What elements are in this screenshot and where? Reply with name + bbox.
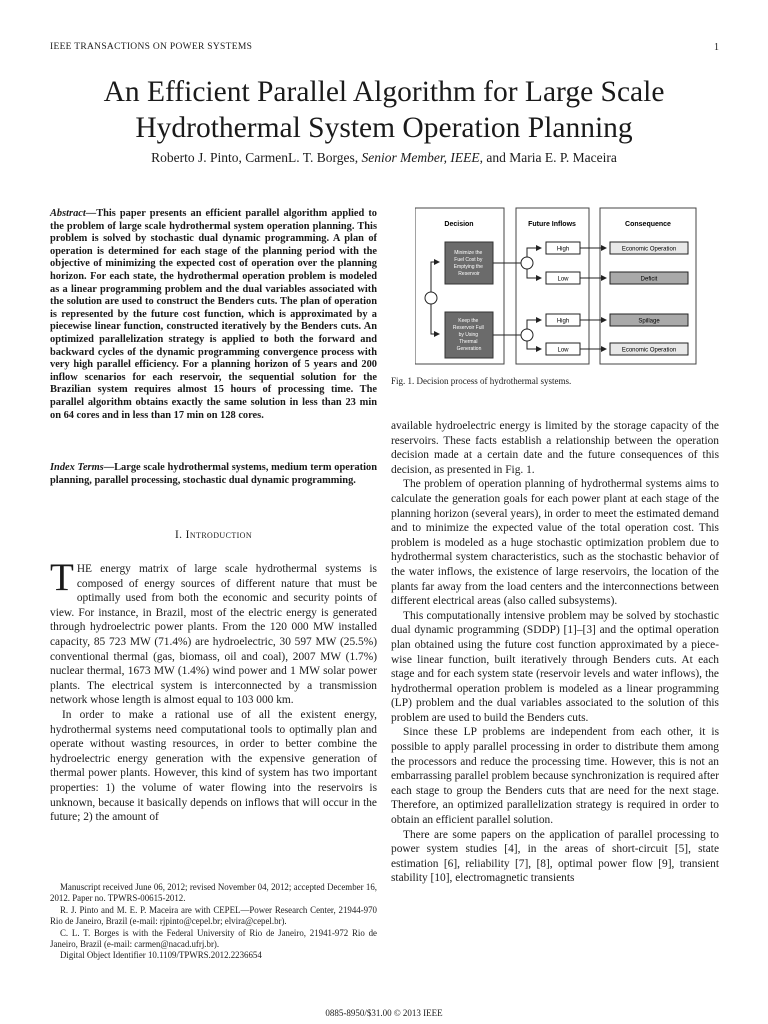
right-paragraph-1: available hydroelectric energy is limited by the storage capacity of the reservoirs. These facts establish a relationship between the operation decision made at a certain date and the future consequences of this decision, as presented in Fig. 1.: [391, 420, 719, 476]
decision-process-figure: [415, 206, 697, 366]
intro-paragraph-1-text: HE energy matrix of large scale hydrothermal systems is composed of energy sources of different nature that must be optimally used from both the economic and security points of view. For instance, in Brazil, most of the electric energy is generated through hydroelectric power plants. From the 120 000 MW installed capacity, 85 723 MW (71.4%) are hydroelectric, 30 597 MW (25.5%) conventional thermal (gas, biomass, oil and coal), 2007 MW (1.7%) nuclear thermal, 1673 MW (1.4%) wind power and 1 MW solar power plants. The electrical system is interconnected by a transmission network whose length is almost equal to 103 000 km.: [50, 563, 377, 707]
inflow-label-low-1: Low: [557, 276, 569, 283]
section-number: I.: [174, 529, 186, 541]
footnotes: [50, 882, 377, 962]
header-future-inflows: Future Inflows: [528, 221, 576, 228]
decision-bottom-line-1: Keep the: [458, 318, 479, 324]
right-column-body: [391, 419, 719, 886]
footnote-doi: Digital Object Identifier 10.1109/TPWRS.2012.2236654: [60, 950, 262, 961]
right-paragraph-5: There are some papers on the application of parallel processing to power system studies [4], in the areas of short-circuit [5], state estimation [6], reliability [7], [8], optimal power flow [9], transient stability [10], electromagnetic transients: [391, 828, 719, 885]
right-paragraph-4: Since these LP problems are independent from each other, it is possible to apply parallel processing in order to distribute them among the processors and reduce the processing time. However, this is not an embarrassing parallel problem because synchronization is required after each stage to group the Benders cuts that are need for the next stage. Therefore, an optimized parallelization strategy is required in order to obtain an efficient parallel solution.: [391, 726, 719, 827]
inflow-node-top: [521, 257, 533, 269]
index-terms-label: Index Terms: [50, 462, 104, 473]
authors-part-2: , and Maria E. P. Maceira: [479, 150, 617, 165]
index-terms: [50, 462, 377, 487]
right-paragraph-3: This computationally intensive problem may be solved by stochastic dual dynamic programming (SDDP) [1]–[3] and the optimal operation plan obtained using the future cost function approximated by a piece-wise linear function, built iteratively through Benders cuts. At each stage and for each system state (reservoir levels and water inflows), the hydrothermal operation problem is modeled as a linear programming (LP) problem and the dual variables associated to the solution of this problem are used to build the Benders cuts.: [391, 609, 719, 724]
author-affiliation: Senior Member, IEEE: [361, 150, 480, 165]
consequence-label-1: Economic Operation: [621, 246, 677, 253]
index-terms-text: —Large scale hydrothermal systems, medium term operation planning, parallel processing, stochastic dual dynamic programming.: [50, 462, 377, 486]
consequence-column-frame: [600, 208, 696, 364]
decision-box-minimize: [445, 242, 493, 284]
section-heading: [50, 529, 377, 541]
section-title: Introduction: [185, 529, 253, 541]
abstract: [50, 208, 377, 422]
decision-top-line-4: Reservoir: [458, 271, 480, 277]
page-number: 1: [714, 42, 719, 53]
abstract-label: Abstract: [50, 208, 86, 219]
authors-part-1: Roberto J. Pinto, CarmenL. T. Borges,: [151, 150, 362, 165]
running-header: IEEE TRANSACTIONS ON POWER SYSTEMS: [50, 42, 253, 52]
title-line-1: An Efficient Parallel Algorithm for Large Scale: [103, 76, 665, 108]
title-line-2: Hydrothermal System Operation Planning: [135, 112, 633, 144]
consequence-label-2: Deficit: [640, 276, 658, 283]
decision-bottom-line-4: Thermal: [459, 339, 478, 345]
decision-top-line-2: Fuel Cost by: [454, 257, 483, 263]
decision-top-line-3: Emptying the: [453, 264, 483, 270]
header-consequence: Consequence: [625, 221, 671, 228]
intro-paragraph-2: In order to make a rational use of all the existent energy, hydrothermal systems need computational tools to optimally plan and operate without wasting resources, in order to better combine the hydroelectric energy generation with the expensive generation of thermal power plants. However, this kind of system has two important properties: 1) the volume of water flowing into the reservoirs is unknown, because it basically depends on inflows that will occur in the future; 2) the amount of: [50, 708, 377, 824]
decision-bottom-line-5: Generation: [456, 346, 482, 352]
inflow-label-high-2: High: [556, 318, 570, 325]
author-list: [30, 150, 738, 166]
decision-bottom-line-2: Reservoir Full: [452, 325, 484, 331]
header-decision: Decision: [444, 221, 474, 228]
consequence-label-3: Spillage: [638, 318, 660, 325]
inflow-node-bottom: [521, 329, 533, 341]
abstract-text: —This paper presents an efficient parallel algorithm applied to the problem of large scale hydrothermal system operation planning. This problem is solved by stochastic dual dynamic programming. A plan of operation is determined for each stage of the planning period with the objective of minimizing the expected cost of operation over the planning horizon. For each state, the hydrothermal operation problem is modeled as a linear programming problem and the dual variables associated with the solution are used to construct the Benders cuts. The plan of operation is represented by the future cost function, which is approximated by a piecewise linear function, constructed iteratively by the Benders cuts. An optimized parallelization strategy is applied to both the forward and backward cycles of the dynamic programming convergence process with very high parallel efficiency. For a planning horizon of 5 years and 200 inflow scenarios for each reservoir, the sequential solution for the Brazilian system requires almost 15 hours of processing time. The parallel algorithm obtains exactly the same solution in less than 23 min on 64 cores and in less than 17 min on 128 cores.: [50, 208, 377, 421]
intro-paragraph-1: [50, 556, 377, 708]
root-decision-node: [425, 292, 437, 304]
decision-top-line-1: Minimize the: [454, 250, 483, 256]
introduction-body: [50, 556, 377, 825]
paper-title: [30, 74, 738, 146]
decision-bottom-line-3: by Using: [458, 332, 479, 338]
drop-cap: T: [50, 556, 74, 599]
inflow-label-low-2: Low: [557, 347, 569, 354]
decision-box-minimize-text: [454, 250, 485, 277]
inflow-label-high-1: High: [556, 246, 570, 253]
footnote-affiliation-2: C. L. T. Borges is with the Federal University of Rio de Janeiro, 21941-972 Rio de Janeiro, Brazil (e-mail: carmen@nacad.ufrj.br).: [50, 927, 377, 950]
footnote-received: Manuscript received June 06, 2012; revised November 04, 2012; accepted December 16, 2012. Paper no. TPWRS-00615-2012.: [50, 882, 377, 904]
copyright-footer: 0885-8950/$31.00 © 2013 IEEE: [325, 1008, 443, 1018]
figure-caption: Fig. 1. Decision process of hydrothermal systems.: [391, 376, 572, 386]
consequence-label-4: Economic Operation: [621, 347, 677, 354]
right-paragraph-2: The problem of operation planning of hydrothermal systems aims to calculate the generation goals for each power plant at each stage of the planning horizon (several years), in order to meet the estimated demand and to minimize the expected value of the total operation cost. This problem is modeled as a huge stochastic optimization problem due to hydrothermal system characteristics, such as the stochastic behavior of the water inflows, the existence of large reservoirs, the location of the plants far away from the load centers and the interconnections between different electrical areas (also called subsystems).: [391, 478, 719, 608]
footnote-affiliation-1: R. J. Pinto and M. E. P. Maceira are with CEPEL—Power Research Center, 21944-970 Rio de Janeiro, Brazil (e-mail: rjpinto@cepel.br; elvira@cepel.br).: [50, 904, 377, 927]
